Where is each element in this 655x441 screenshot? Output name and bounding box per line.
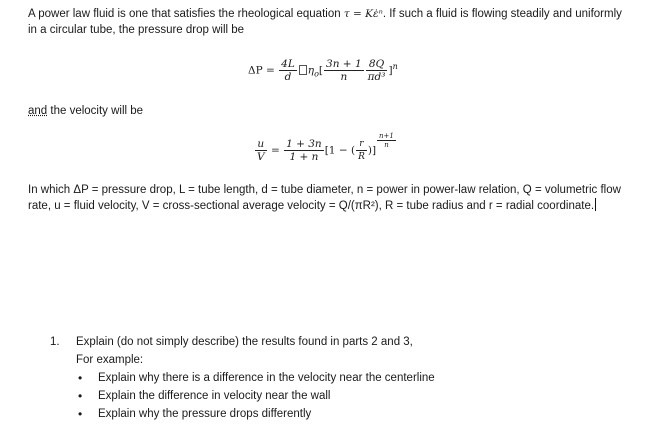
pressure-drop-equation [248, 58, 398, 83]
intro-text-before: A power law fluid is one that satisfies the rheological equation [28, 8, 344, 20]
velocity-bracket-open: [1 − ( [324, 144, 356, 157]
question-item [50, 333, 636, 423]
velocity-bracket-close: )] [367, 144, 377, 157]
frac-numerator: r [356, 138, 367, 151]
bullet-item: • Explain why the pressure drops differently [76, 405, 636, 423]
pressure-exponent: n [392, 62, 398, 71]
frac-denominator: πd³ [367, 71, 386, 83]
velocity-frac-u-v [255, 138, 267, 163]
velocity-frac-1p3n-1pn [284, 138, 324, 163]
question-text: Explain (do not simply describe) the results found in parts 2 and 3, [76, 336, 413, 348]
exponent-numerator: n+1 [379, 132, 394, 140]
frac-numerator: 8Q [366, 58, 388, 71]
bracket-open: [ [318, 64, 324, 77]
frac-numerator: u [255, 138, 267, 151]
pressure-frac-4l-d [279, 58, 297, 83]
velocity-intro-underlined: and [28, 105, 48, 117]
pressure-frac-8q-pid3 [366, 58, 388, 83]
velocity-intro [28, 103, 628, 119]
question-list [28, 333, 636, 423]
frac-denominator: d [284, 71, 292, 83]
bullet-item: • Explain why there is a difference in the velocity near the centerline [76, 369, 636, 387]
question-bullets [76, 369, 636, 423]
exponent-denominator: n [384, 141, 389, 149]
question-number: 1. [50, 336, 60, 348]
velocity-frac-r-R [356, 138, 367, 163]
frac-denominator: V [257, 151, 265, 163]
frac-numerator: 1 + 3n [286, 138, 322, 150]
velocity-equals: = [270, 144, 280, 157]
eta-subscript: o [314, 69, 319, 79]
frac-numerator: 3n + 1 [326, 58, 362, 70]
velocity-intro-rest: the velocity will be [47, 105, 144, 117]
bracket-close: ] [388, 64, 393, 77]
pressure-lhs: ΔP = [248, 64, 275, 77]
velocity-equation [254, 132, 397, 163]
frac-denominator: R [358, 152, 365, 162]
frac-denominator: 1 + n [289, 151, 319, 163]
missing-glyph-box-icon [299, 65, 307, 75]
bullet-item: • Explain the difference in velocity near the wall [76, 387, 636, 405]
eta-symbol: η [307, 64, 315, 77]
definitions-text: In which ΔP = pressure drop, L = tube length, d = tube diameter, n = power in power-law relation, Q = volumetric flow rate, u = fluid velocity, V = cross-sectional average velocity = Q/(πR²), R = tube radius and r = radial coordinate. [28, 184, 621, 212]
velocity-exponent [377, 132, 396, 149]
definitions-paragraph [28, 182, 632, 214]
question-subtext: For example: [76, 354, 144, 366]
intro-paragraph [28, 6, 628, 38]
text-cursor [595, 198, 596, 211]
frac-denominator: n [340, 71, 348, 83]
pressure-frac-3n1-n [324, 58, 364, 83]
rheological-equation: τ = Kε̇ⁿ [343, 8, 383, 20]
frac-numerator: 4L [281, 58, 295, 70]
intro-text-after: . If such a fluid is flowing steadily and uniformly in a circular tube, the pressure drop will be [28, 8, 622, 36]
